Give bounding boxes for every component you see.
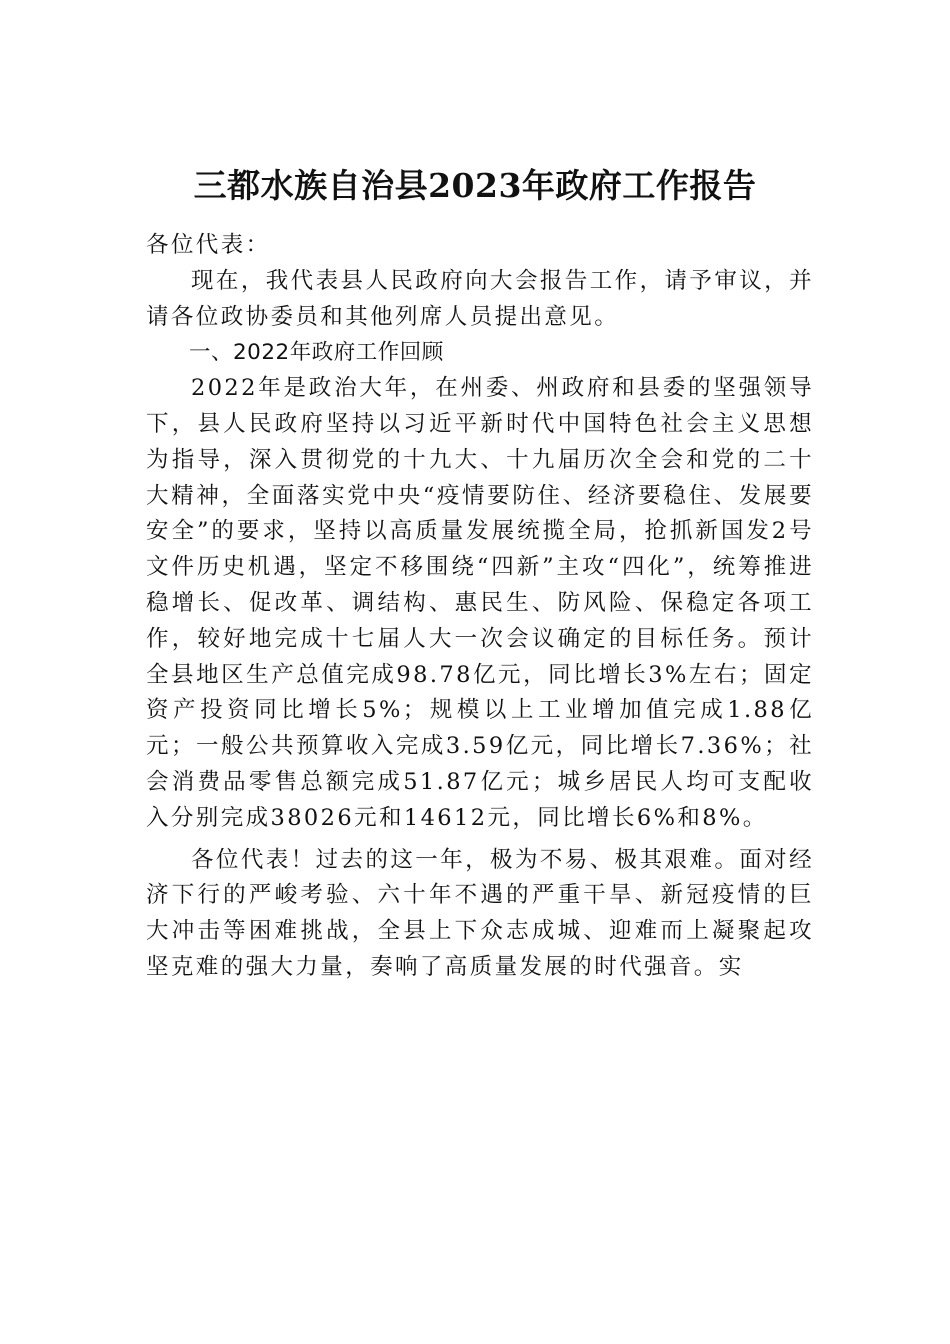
intro-paragraph: 现在，我代表县人民政府向大会报告工作，请予审议，并请各位政协委员和其他列席人员提出意见。: [146, 267, 814, 330]
summary-paragraph: 各位代表！过去的这一年，极为不易、极其艰难。面对经济下行的严峻考验、六十年不遇的严重干旱、新冠疫情的巨大冲击等困难挑战，全县上下众志成城、迎难而上凝聚起攻坚克难的强大力量，奏响了高质量发展的时代强音。实: [146, 846, 814, 980]
salutation: 各位代表：: [146, 232, 271, 258]
document-body: [146, 228, 814, 986]
section-heading: 一、2022年政府工作回顾: [189, 340, 444, 366]
document-title: 三都水族自治县2023年政府工作报告: [193, 166, 757, 205]
review-paragraph: 2022年是政治大年，在州委、州政府和县委的坚强领导下，县人民政府坚持以习近平新时代中国特色社会主义思想为指导，深入贯彻党的十九大、十九届历次全会和党的二十大精神，全面落实党中央“疫情要防住、经济要稳住、发展要安全”的要求，坚持以高质量发展统揽全局，抢抓新国发2号文件历史机遇，坚定不移围绕“四新”主攻“四化”，统筹推进稳增长、促改革、调结构、惠民生、防风险、保稳定各项工作，较好地完成十七届人大一次会议确定的目标任务。预计全县地区生产总值完成98.78亿元，同比增长3%左右；固定资产投资同比增长5%；规模以上工业增加值完成1.88亿元；一般公共预算收入完成3.59亿元，同比增长7.36%；社会消费品零售总额完成51.87亿元；城乡居民人均可支配收入分别完成38026元和14612元，同比增长6%和8%。: [146, 375, 814, 831]
